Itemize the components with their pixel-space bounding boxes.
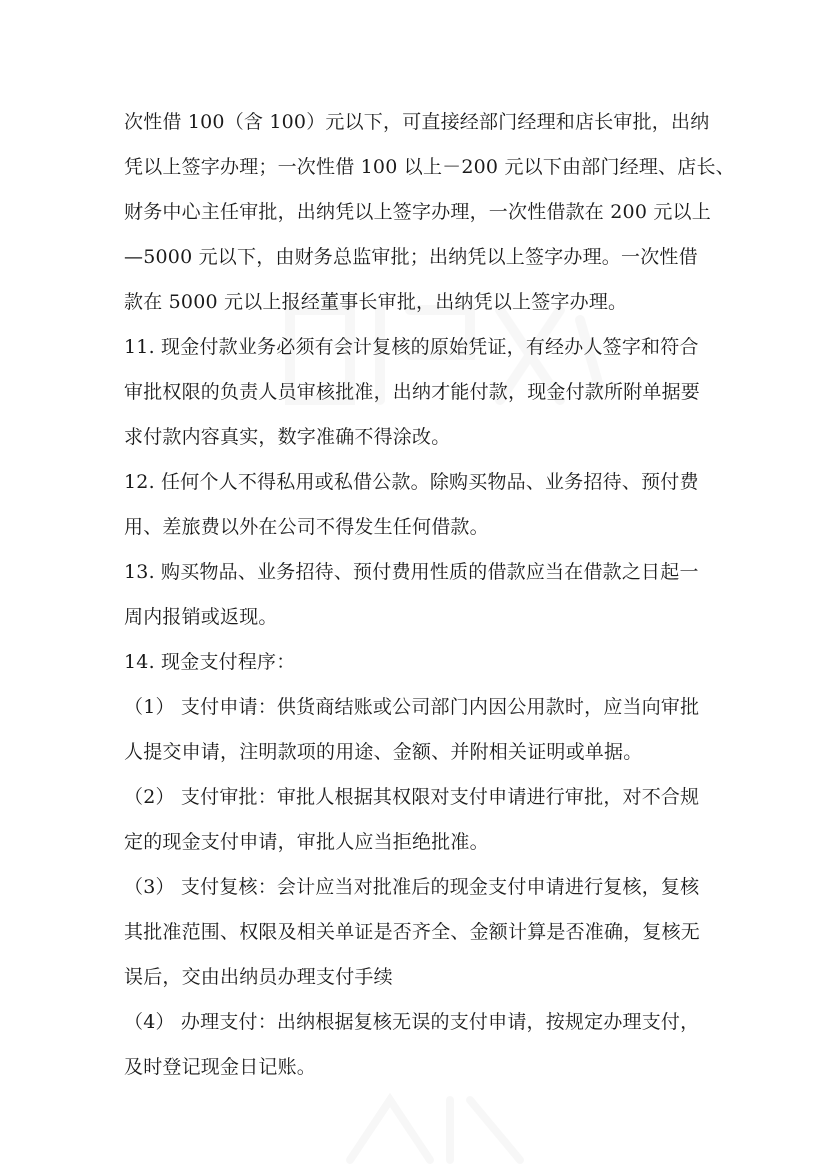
text-line: 财务中心主任审批，出纳凭以上签字办理，一次性借款在 200 元以上	[124, 201, 711, 223]
text-line: 用、差旅费以外在公司不得发生任何借款。	[124, 516, 489, 538]
text-line: 次性借 100（含 100）元以下，可直接经部门经理和店长审批，出纳	[124, 111, 710, 133]
text-line: （1） 支付申请：供货商结账或公司部门内因公用款时，应当向审批	[124, 696, 700, 718]
text-line: 审批权限的负责人员审核批准，出纳才能付款，现金付款所附单据要	[124, 381, 701, 403]
text-line: （4） 办理支付：出纳根据复核无误的支付申请，按规定办理支付，	[124, 1011, 700, 1033]
text-line: 求付款内容真实，数字准确不得涂改。	[124, 426, 451, 448]
text-line: 款在 5000 元以上报经董事长审批，出纳凭以上签字办理。	[124, 291, 628, 313]
text-line: 人提交申请，注明款项的用途、金额、并附相关证明或单据。	[124, 741, 643, 763]
watermark-logo-bottom	[330, 1080, 550, 1174]
text-line: 其批准范围、权限及相关单证是否齐全、金额计算是否准确，复核无	[124, 921, 701, 943]
text-line: 及时登记现金日记账。	[124, 1056, 317, 1078]
text-line: 凭以上签字办理；一次性借 100 以上－200 元以下由部门经理、店长、	[124, 156, 735, 178]
text-line: 定的现金支付申请，审批人应当拒绝批准。	[124, 831, 489, 853]
text-line: （3） 支付复核：会计应当对批准后的现金支付申请进行复核，复核	[124, 876, 700, 898]
text-line: 周内报销或返现。	[124, 606, 278, 628]
text-line: 11. 现金付款业务必须有会计复核的原始凭证，有经办人签字和符合	[124, 336, 699, 358]
text-line: 12. 任何个人不得私用或私借公款。除购买物品、业务招待、预付费	[124, 471, 699, 493]
text-line: （2） 支付审批：审批人根据其权限对支付申请进行审批，对不合规	[124, 786, 700, 808]
text-line: —5000 元以下，由财务总监审批；出纳凭以上签字办理。一次性借	[124, 246, 698, 268]
text-line: 误后，交由出纳员办理支付手续	[124, 966, 393, 988]
text-line: 14. 现金支付程序：	[124, 651, 296, 673]
text-line: 13. 购买物品、业务招待、预付费用性质的借款应当在借款之日起一	[124, 561, 699, 583]
